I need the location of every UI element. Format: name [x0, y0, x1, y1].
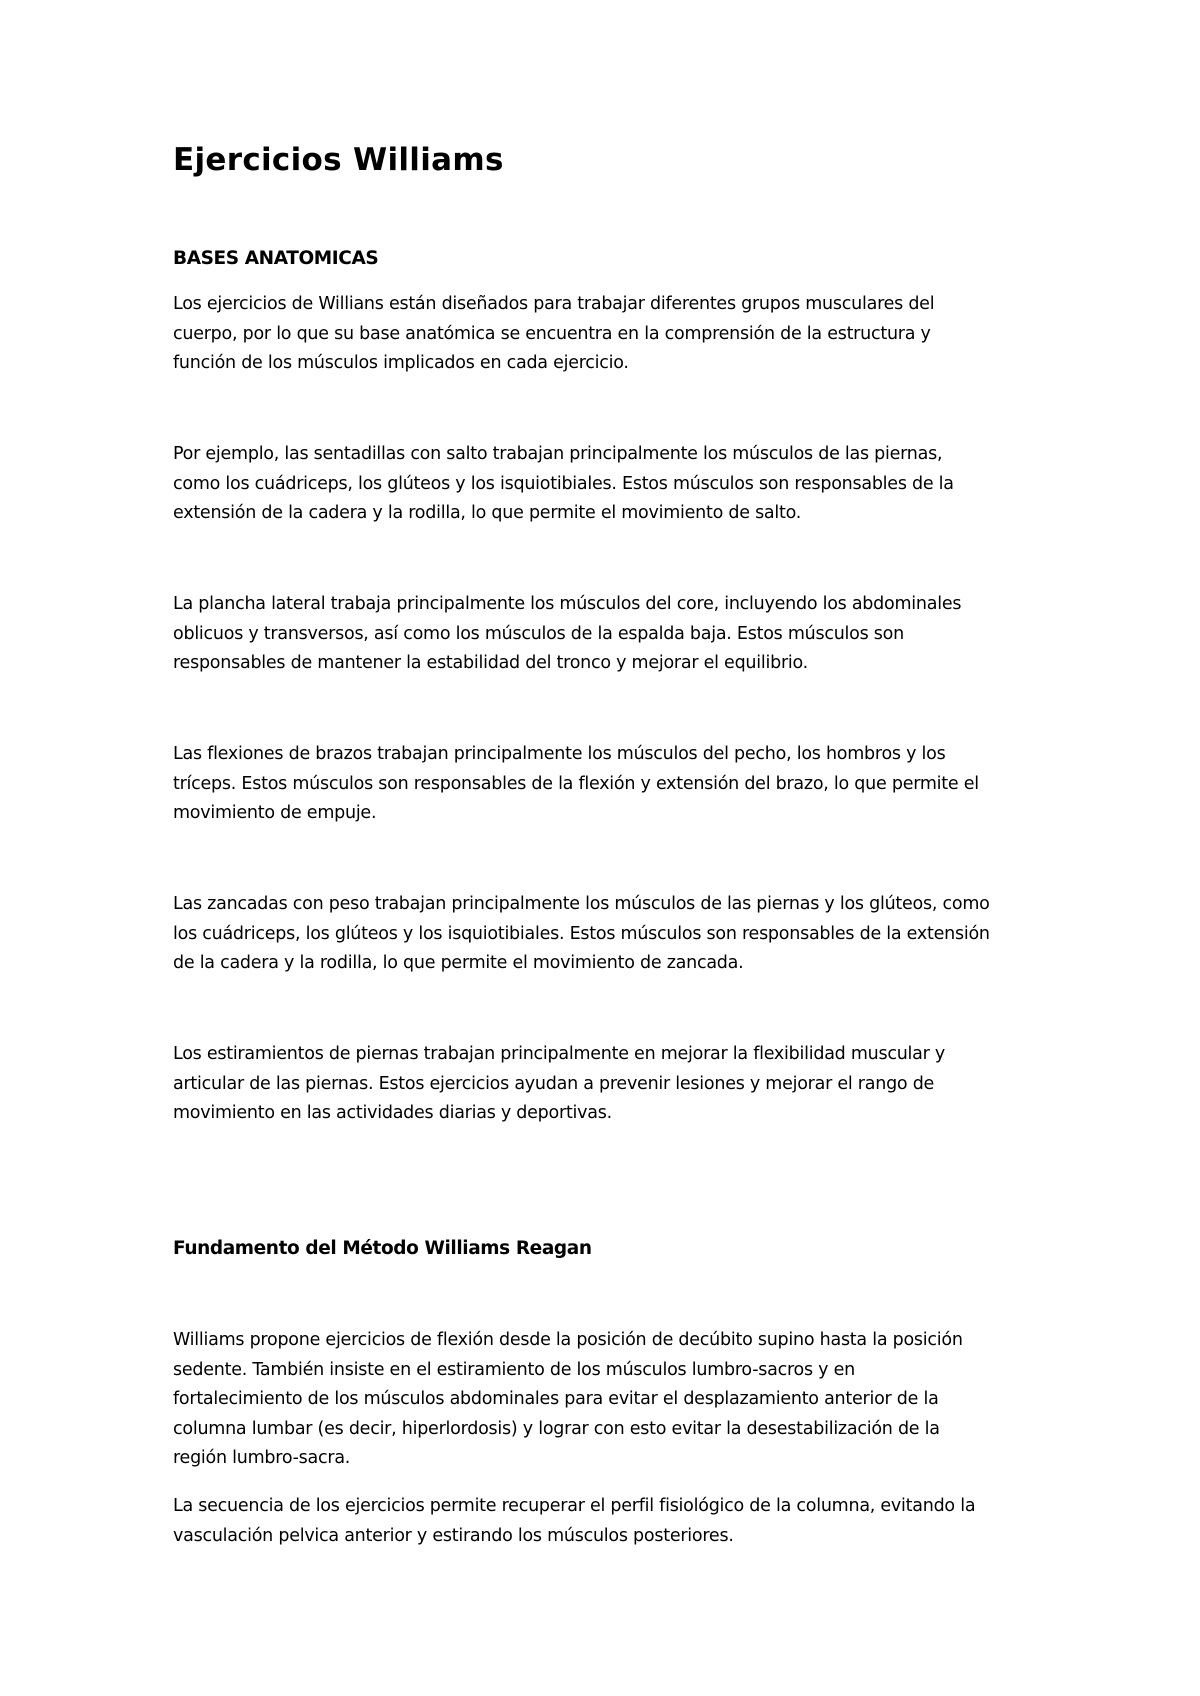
- paragraph-line: movimiento en las actividades diarias y deportivas.: [173, 1103, 612, 1124]
- section-heading-bases-anatomicas: BASES ANATOMICAS: [173, 248, 379, 269]
- paragraph-6: [173, 1040, 1043, 1129]
- paragraph-line: como los cuádriceps, los glúteos y los isquiotibiales. Estos músculos son responsables de la: [173, 473, 954, 494]
- paragraph-3: [173, 590, 1043, 679]
- paragraph-5: [173, 890, 1043, 979]
- paragraph-line: Los estiramientos de piernas trabajan principalmente en mejorar la flexibilidad muscular y: [173, 1044, 946, 1064]
- paragraph-8: [173, 1492, 1043, 1551]
- paragraph-line: movimiento de empuje.: [173, 803, 377, 824]
- paragraph-line: sedente. También insiste en el estiramiento de los músculos lumbro-sacros y en: [173, 1359, 855, 1380]
- paragraph-line: los cuádriceps, los glúteos y los isquiotibiales. Estos músculos son responsables de la extensión: [173, 923, 990, 944]
- paragraph-line: fortalecimiento de los músculos abdominales para evitar el desplazamiento anterior de la: [173, 1389, 939, 1410]
- paragraph-line: vasculación pelvica anterior y estirando los músculos posteriores.: [173, 1525, 734, 1546]
- paragraph-line: de la cadera y la rodilla, lo que permite el movimiento de zancada.: [173, 953, 744, 974]
- paragraph-line: Williams propone ejercicios de flexión desde la posición de decúbito supino hasta la posición: [173, 1330, 963, 1350]
- paragraph-line: función de los músculos implicados en cada ejercicio.: [173, 353, 629, 374]
- paragraph-line: La secuencia de los ejercicios permite recuperar el perfil fisiológico de la columna, evitando la: [173, 1496, 976, 1516]
- paragraph-line: Las zancadas con peso trabajan principalmente los músculos de las piernas y los glúteos, como: [173, 894, 990, 914]
- paragraph-2: [173, 440, 1043, 529]
- paragraph-7: [173, 1326, 1043, 1474]
- paragraph-line: extensión de la cadera y la rodilla, lo que permite el movimiento de salto.: [173, 503, 802, 524]
- paragraph-line: articular de las piernas. Estos ejercicios ayudan a prevenir lesiones y mejorar el rango de: [173, 1073, 935, 1094]
- paragraph-line: Por ejemplo, las sentadillas con salto trabajan principalmente los músculos de las piernas,: [173, 444, 943, 464]
- paragraph-line: región lumbro-sacra.: [173, 1448, 351, 1469]
- paragraph-line: tríceps. Estos músculos son responsables de la flexión y extensión del brazo, lo que permite el: [173, 773, 979, 794]
- paragraph-line: oblicuos y transversos, así como los músculos de la espalda baja. Estos músculos son: [173, 623, 904, 644]
- paragraph-line: Las flexiones de brazos trabajan principalmente los músculos del pecho, los hombros y los: [173, 744, 946, 764]
- paragraph-line: responsables de mantener la estabilidad del tronco y mejorar el equilibrio.: [173, 653, 808, 674]
- paragraph-line: La plancha lateral trabaja principalmente los músculos del core, incluyendo los abdominales: [173, 594, 962, 614]
- paragraph-1: [173, 290, 1043, 379]
- paragraph-4: [173, 740, 1043, 829]
- page-title: Ejercicios Williams: [173, 142, 504, 178]
- paragraph-line: Los ejercicios de Willians están diseñados para trabajar diferentes grupos musculares del: [173, 294, 935, 314]
- section-heading-fundamento: Fundamento del Método Williams Reagan: [173, 1238, 592, 1259]
- paragraph-line: cuerpo, por lo que su base anatómica se encuentra en la comprensión de la estructura y: [173, 323, 931, 344]
- paragraph-line: columna lumbar (es decir, hiperlordosis) y lograr con esto evitar la desestabilización de la: [173, 1418, 940, 1439]
